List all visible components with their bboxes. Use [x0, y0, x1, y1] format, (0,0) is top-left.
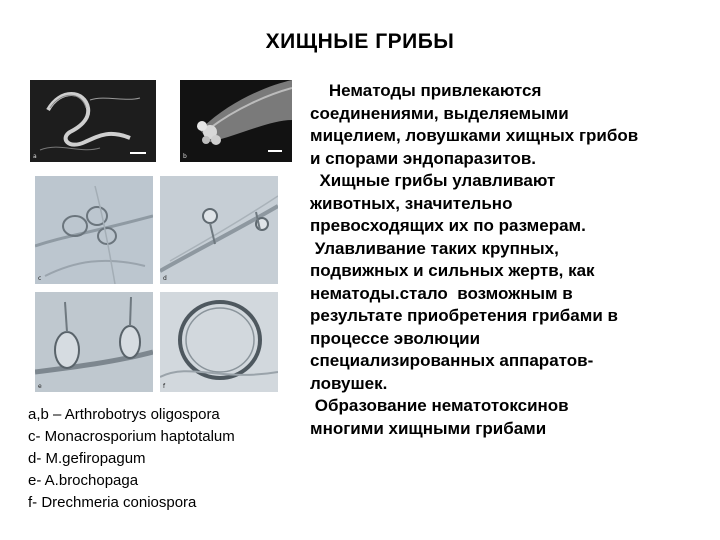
micrograph-c — [35, 176, 153, 284]
paragraph: Образование нематотоксинов многими хищными грибами — [310, 396, 569, 438]
species-captions — [28, 404, 288, 514]
photo-label: d — [163, 275, 167, 282]
caption-line: c- Monacrosporium haptotalum — [28, 428, 235, 445]
micrograph-d — [160, 176, 278, 284]
micrograph-b — [180, 80, 292, 162]
paragraph: Нематоды привлекаются соединениями, выделяемыми мицелием, ловушками хищных грибов и спорами эндопаразитов. — [310, 81, 639, 168]
photo-label: b — [183, 153, 187, 160]
paragraph: Улавливание таких крупных, подвижных и сильных жертв, как нематоды.стало возможным в результате приобретения грибами в процессе эволюции специализированных аппаратов- ловушек. — [310, 238, 618, 393]
micrograph-e — [35, 292, 153, 392]
caption-line: f- Drechmeria coniospora — [28, 494, 197, 511]
photo-label: f — [163, 383, 166, 390]
photo-label: c — [38, 275, 42, 282]
micrograph-f — [160, 292, 278, 392]
micrograph-a — [30, 80, 156, 162]
photo-label: e — [38, 383, 42, 390]
body-text — [310, 80, 710, 440]
caption-line: d- M.gefiropagum — [28, 450, 146, 467]
caption-line: a,b – Arthrobotrys oligospora — [28, 406, 220, 423]
paragraph: Хищные грибы улавливают животных, значительно превосходящих их по размерам. — [310, 171, 586, 235]
caption-line: e- A.brochopaga — [28, 472, 139, 489]
photo-label: a — [33, 153, 37, 160]
slide-title: ХИЩНЫЕ ГРИБЫ — [265, 30, 455, 53]
